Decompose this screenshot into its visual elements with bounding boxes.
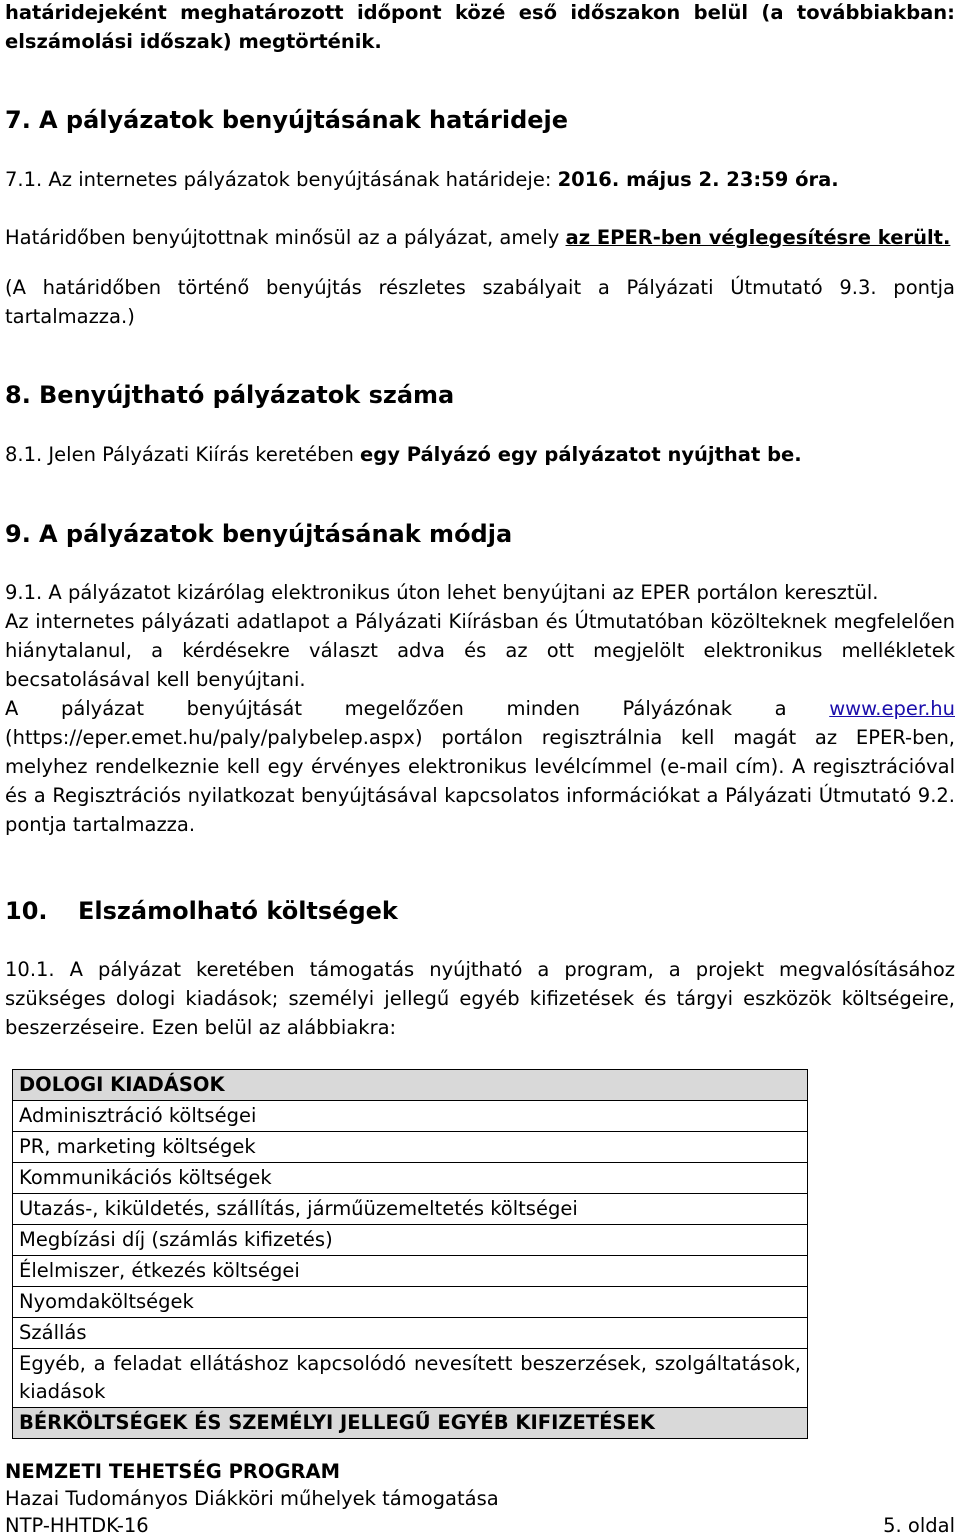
section-9-p3-before: A pályázat benyújtását megelőzően minden Pályázónak a: [5, 697, 830, 720]
section-7-paragraph-2: [5, 223, 955, 252]
section-10-number: 10.: [5, 897, 48, 925]
section-8-1: [5, 440, 955, 469]
page-number: 5. oldal: [883, 1514, 955, 1537]
intro-line-1: határidejeként meghatározott időpont közé eső időszakon belül (a továbbiakban:: [5, 1, 955, 24]
footer-bottom-line: [5, 1512, 955, 1539]
table-row: [13, 1101, 808, 1132]
section-7-1: [5, 165, 955, 194]
table-cell: Szállás: [13, 1318, 808, 1349]
section-9-p3-after: (https://eper.emet.hu/paly/palybelep.aspx) portálon regisztrálnia kell magát az EPER-ben, melyhez rendelkeznie kell egy érvényes elektronikus levélcímmel (e-mail cím). A regisztrációval és a Regisztrációs nyilatkozat benyújtásával kapcsolatos információkat a Pályázati Útmutató 9.2. pontja tartalmazza.: [5, 726, 955, 836]
section-7-heading: [5, 106, 568, 134]
section-8-1-text: Jelen Pályázati Kiírás keretében: [48, 443, 361, 466]
table-header-row: [13, 1070, 808, 1101]
section-9-heading: [5, 520, 512, 548]
costs-table: [12, 1069, 808, 1439]
section-7-paragraph-3: (A határidőben történő benyújtás részletes szabályait a Pályázati Útmutató 9.3. pontja tartalmazza.): [5, 276, 955, 328]
deadline-date: 2016. május 2. 23:59 óra.: [557, 168, 839, 191]
footer-code: NTP-HHTDK-16: [5, 1514, 149, 1537]
footer-program: NEMZETI TEHETSÉG PROGRAM: [5, 1460, 340, 1483]
intro-line-2: elszámolási időszak) megtörténik.: [5, 30, 382, 53]
eper-link[interactable]: www.eper.hu: [829, 697, 955, 720]
section-8-1-bold: egy Pályázó egy pályázatot nyújthat be.: [360, 443, 802, 466]
table-cell: Nyomdaköltségek: [13, 1287, 808, 1318]
section-7-1-number: 7.1.: [5, 168, 43, 191]
table-row: [13, 1132, 808, 1163]
section-7-title: A pályázatok benyújtásának határideje: [39, 106, 569, 134]
eper-finalization-note: az EPER-ben véglegesítésre került.: [565, 226, 951, 249]
table-header-cell: DOLOGI KIADÁSOK: [13, 1070, 808, 1101]
table-cell: PR, marketing költségek: [13, 1132, 808, 1163]
table-cell: Kommunikációs költségek: [13, 1163, 808, 1194]
section-7-p2-text: Határidőben benyújtottnak minősül az a pályázat, amely: [5, 226, 566, 249]
section-9-1: [5, 578, 955, 607]
section-9-1-text: A pályázatot kizárólag elektronikus úton lehet benyújtani az EPER portálon keresztül.: [48, 581, 879, 604]
section-7-1-text: Az internetes pályázatok benyújtásának határideje:: [48, 168, 558, 191]
section-8-heading: [5, 381, 454, 409]
table-row: [13, 1225, 808, 1256]
table-row: [13, 1349, 808, 1408]
section-9-paragraph-2: Az internetes pályázati adatlapot a Pályázati Kiírásban és Útmutatóban közölteknek megfelelően hiánytalanul, a kérdésekre választ adva és az ott megjelölt elektronikus mellékletek becsatolásával kell benyújtani.: [5, 610, 955, 691]
section-9-number: 9.: [5, 520, 31, 548]
section-9-paragraph-3: [5, 694, 955, 839]
section-10-heading: [5, 897, 398, 925]
section-10-1: [5, 955, 955, 1042]
page-footer: [5, 1458, 955, 1539]
table-cell: Megbízási díj (számlás kifizetés): [13, 1225, 808, 1256]
section-10-1-text: A pályázat keretében támogatás nyújtható a program, a projekt megvalósításához szükséges dologi kiadások; személyi jellegű egyéb kifizetések és tárgyi eszközök költségeire, beszerzéseire. Ezen belül az alábbiakra:: [5, 958, 956, 1039]
table-footer-cell: BÉRKÖLTSÉGEK ÉS SZEMÉLYI JELLEGŰ EGYÉB KIFIZETÉSEK: [13, 1408, 808, 1439]
table-cell: Adminisztráció költségei: [13, 1101, 808, 1132]
section-10-title: Elszámolható költségek: [78, 897, 398, 925]
table-row: [13, 1194, 808, 1225]
footer-subtitle: Hazai Tudományos Diákköri műhelyek támogatása: [5, 1487, 499, 1510]
section-9-1-number: 9.1.: [5, 581, 43, 604]
section-7-number: 7.: [5, 106, 31, 134]
table-row: [13, 1256, 808, 1287]
section-8-number: 8.: [5, 381, 31, 409]
table-cell: Egyéb, a feladat ellátáshoz kapcsolódó nevesített beszerzések, szolgáltatások, kiadások: [13, 1349, 808, 1408]
table-row: [13, 1287, 808, 1318]
intro-text: [5, 0, 955, 56]
table-footer-row: [13, 1408, 808, 1439]
table-cell: Élelmiszer, étkezés költségei: [13, 1256, 808, 1287]
section-10-1-number: 10.1.: [5, 958, 55, 981]
table-row: [13, 1163, 808, 1194]
section-9-title: A pályázatok benyújtásának módja: [39, 520, 513, 548]
table-row: [13, 1318, 808, 1349]
table-cell: Utazás-, kiküldetés, szállítás, járműüzemeltetés költségei: [13, 1194, 808, 1225]
section-8-1-number: 8.1.: [5, 443, 43, 466]
section-8-title: Benyújtható pályázatok száma: [39, 381, 455, 409]
